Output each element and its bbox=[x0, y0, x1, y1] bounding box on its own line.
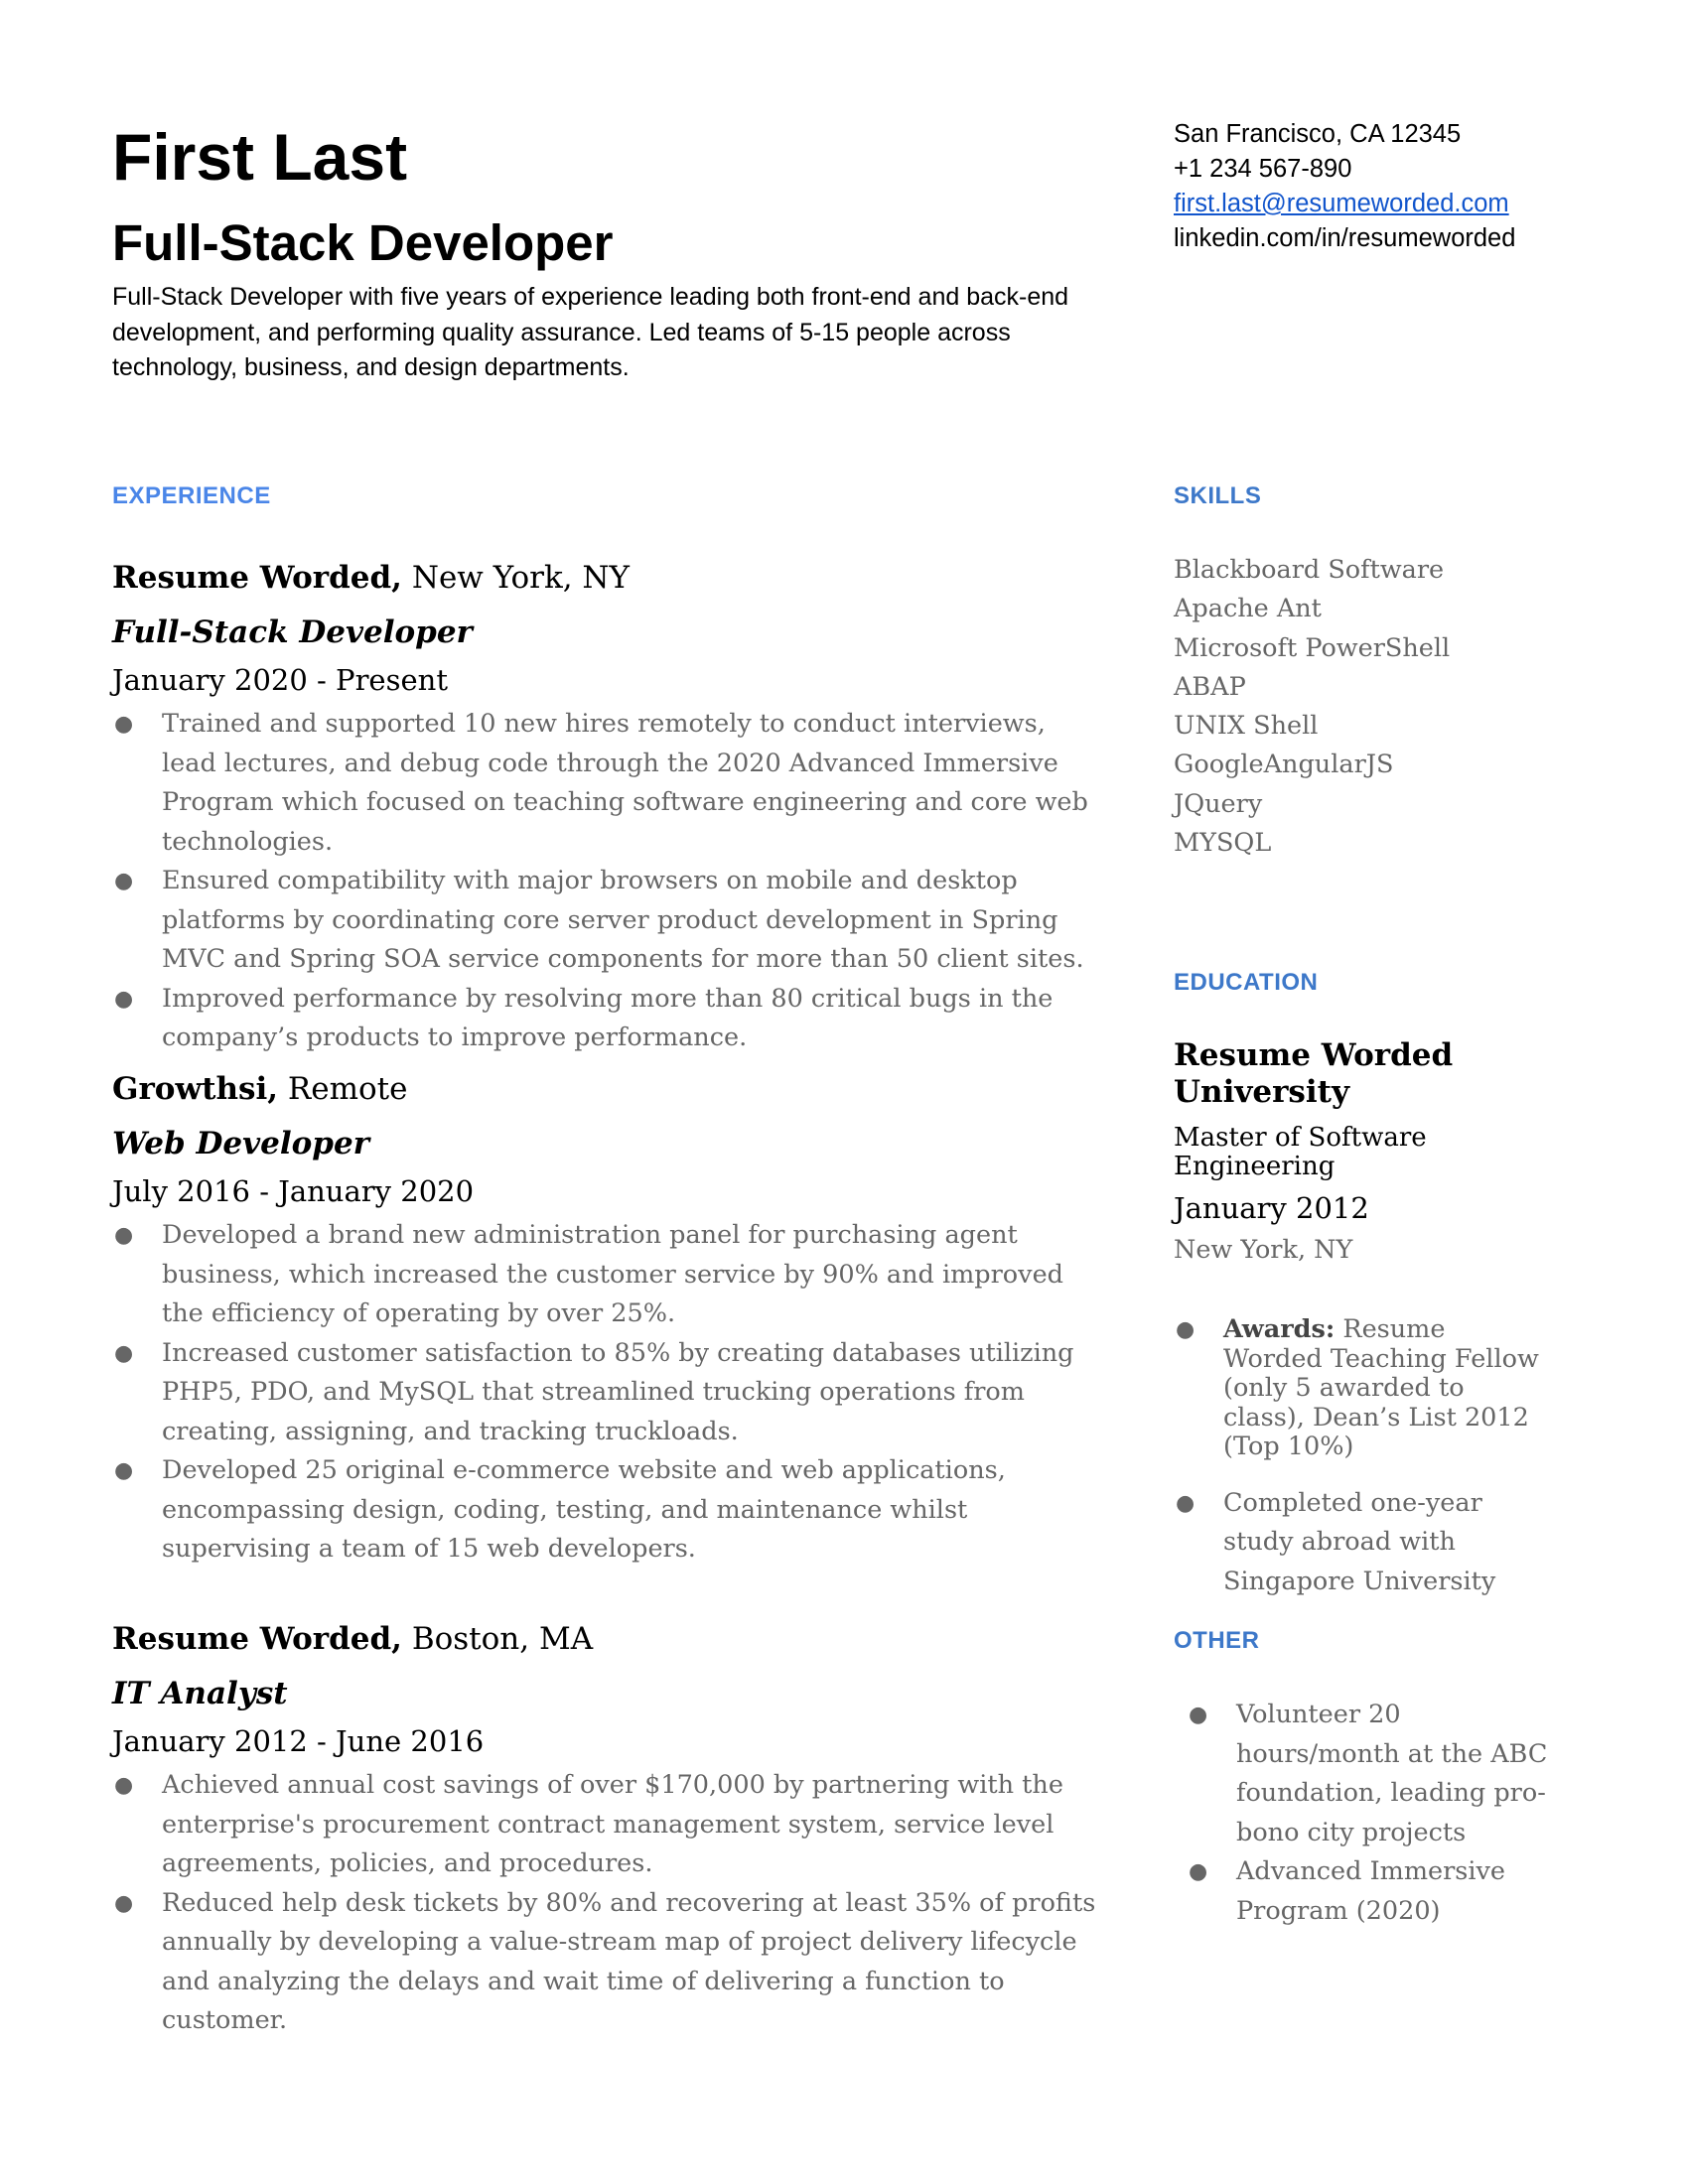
education-entry bbox=[1174, 1037, 1551, 1267]
bullet-icon: ● bbox=[1176, 1490, 1196, 1516]
experience-heading: EXPERIENCE bbox=[112, 482, 271, 509]
bullet-list bbox=[112, 1216, 1105, 1570]
company-line bbox=[112, 1619, 1105, 1659]
bullet-icon: ● bbox=[114, 1340, 134, 1366]
company-location: Remote bbox=[287, 1071, 408, 1107]
bullet-icon: ● bbox=[114, 869, 134, 893]
skill-item: Apache Ant bbox=[1174, 594, 1322, 624]
role-title: Full-Stack Developer bbox=[112, 614, 473, 650]
company-line bbox=[112, 558, 1105, 598]
experience-entry bbox=[112, 1069, 1105, 1570]
bullet-icon: ● bbox=[114, 986, 134, 1012]
bullet-list bbox=[112, 1766, 1105, 2041]
bullet-icon: ● bbox=[114, 1773, 134, 1798]
employment-dates: July 2016 - January 2020 bbox=[112, 1174, 475, 1208]
bullet-item: ● Developed 25 original e-commerce website and web applications, encompassing design, coding, testing, and maintenance whilst supervising a team of 15 web developers. bbox=[112, 1451, 1105, 1570]
skills-list bbox=[1174, 551, 1450, 863]
bullet-item: ● Developed a brand new administration panel for purchasing agent business, which increased the customer service by 90% and improved the efficiency of operating by over 25%. bbox=[112, 1216, 1105, 1334]
role-title: Web Developer bbox=[112, 1126, 370, 1161]
employment-dates: January 2020 - Present bbox=[112, 663, 448, 697]
bullet-item: ● Achieved annual cost savings of over $170,000 by partnering with the enterprise's procurement contract management system, service level agreements, policies, and procedures. bbox=[112, 1766, 1105, 1884]
school-location: New York, NY bbox=[1174, 1235, 1353, 1265]
candidate-name: First Last bbox=[112, 120, 408, 194]
study-abroad-text: Completed one-year study abroad with Singapore University bbox=[1223, 1487, 1496, 1596]
education-bullets bbox=[1174, 1315, 1551, 1601]
bullet-icon: ● bbox=[114, 1223, 134, 1248]
bullet-icon: ● bbox=[114, 712, 134, 737]
bullet-item bbox=[1174, 1484, 1551, 1602]
company-name: Growthsi, bbox=[112, 1071, 279, 1107]
contact-linkedin: linkedin.com/in/resumeworded bbox=[1174, 224, 1516, 252]
company-line bbox=[112, 1069, 1105, 1109]
skill-item: GoogleAngularJS bbox=[1174, 750, 1394, 780]
bullet-icon: ● bbox=[114, 1458, 134, 1483]
skill-item: UNIX Shell bbox=[1174, 711, 1319, 742]
company-name: Resume Worded, bbox=[112, 1621, 402, 1657]
bullet-item bbox=[1174, 1315, 1551, 1462]
bullet-icon: ● bbox=[114, 1890, 134, 1916]
graduation-date: January 2012 bbox=[1174, 1191, 1369, 1225]
bullet-icon: ● bbox=[1189, 1859, 1208, 1884]
degree: Master of Software Engineering bbox=[1174, 1123, 1427, 1181]
contact-block bbox=[1174, 117, 1515, 256]
skill-item: Microsoft PowerShell bbox=[1174, 632, 1451, 663]
contact-email-link[interactable]: first.last@resumeworded.com bbox=[1174, 190, 1509, 217]
company-location: New York, NY bbox=[411, 560, 631, 596]
skill-item: MYSQL bbox=[1174, 828, 1272, 859]
bullet-icon: ● bbox=[1176, 1317, 1196, 1342]
bullet-item: ● Volunteer 20 hours/month at the ABC foundation, leading pro-bono city projects bbox=[1187, 1696, 1554, 1852]
company-name: Resume Worded, bbox=[112, 560, 402, 596]
bullet-item: ● Increased customer satisfaction to 85% by creating databases utilizing PHP5, PDO, and MySQL that streamlined trucking operations from creating, assigning, and tracking truckloads. bbox=[112, 1334, 1105, 1452]
employment-dates: January 2012 - June 2016 bbox=[112, 1724, 485, 1758]
skill-item: Blackboard Software bbox=[1174, 555, 1445, 585]
company-location: Boston, MA bbox=[411, 1621, 594, 1657]
experience-entry bbox=[112, 1619, 1105, 2041]
other-list bbox=[1187, 1696, 1554, 1931]
contact-location: San Francisco, CA 12345 bbox=[1174, 120, 1462, 148]
bullet-item: ● Advanced Immersive Program (2020) bbox=[1187, 1852, 1554, 1931]
experience-entry bbox=[112, 558, 1105, 1058]
bullet-item: ● Ensured compatibility with major browsers on mobile and desktop platforms by coordinating core server product development in Spring MVC and Spring SOA service components for more than 50 client sites. bbox=[112, 862, 1105, 980]
skill-item: JQuery bbox=[1174, 788, 1263, 819]
bullet-item: ● Improved performance by resolving more than 80 critical bugs in the company’s products to improve performance. bbox=[112, 980, 1105, 1058]
education-heading: EDUCATION bbox=[1174, 969, 1319, 996]
summary: Full-Stack Developer with five years of experience leading both front-end and back-end development, and performing quality assurance. Led teams of 5-15 people across technology, business, and design departments. bbox=[112, 283, 1069, 381]
job-title: Full-Stack Developer bbox=[112, 214, 614, 271]
skill-item: ABAP bbox=[1174, 671, 1246, 702]
bullet-icon: ● bbox=[1189, 1703, 1208, 1727]
bullet-list bbox=[112, 705, 1105, 1058]
other-heading: OTHER bbox=[1174, 1627, 1260, 1654]
bullet-item: ● Reduced help desk tickets by 80% and recovering at least 35% of profits annually by developing a value-stream map of project delivery lifecycle and analyzing the delays and wait time of delivering a function to customer. bbox=[112, 1884, 1105, 2041]
awards-text: Resume Worded Teaching Fellow (only 5 awarded to class), Dean’s List 2012 (Top 10%) bbox=[1223, 1314, 1539, 1461]
awards-label: Awards: bbox=[1223, 1314, 1336, 1344]
role-title: IT Analyst bbox=[112, 1676, 288, 1711]
school-name: Resume Worded University bbox=[1174, 1037, 1454, 1110]
skills-heading: SKILLS bbox=[1174, 482, 1262, 509]
bullet-item: ● Trained and supported 10 new hires remotely to conduct interviews, lead lectures, and debug code through the 2020 Advanced Immersive Program which focused on teaching software engineering and core web technologies. bbox=[112, 705, 1105, 862]
contact-phone: +1 234 567-890 bbox=[1174, 155, 1352, 183]
